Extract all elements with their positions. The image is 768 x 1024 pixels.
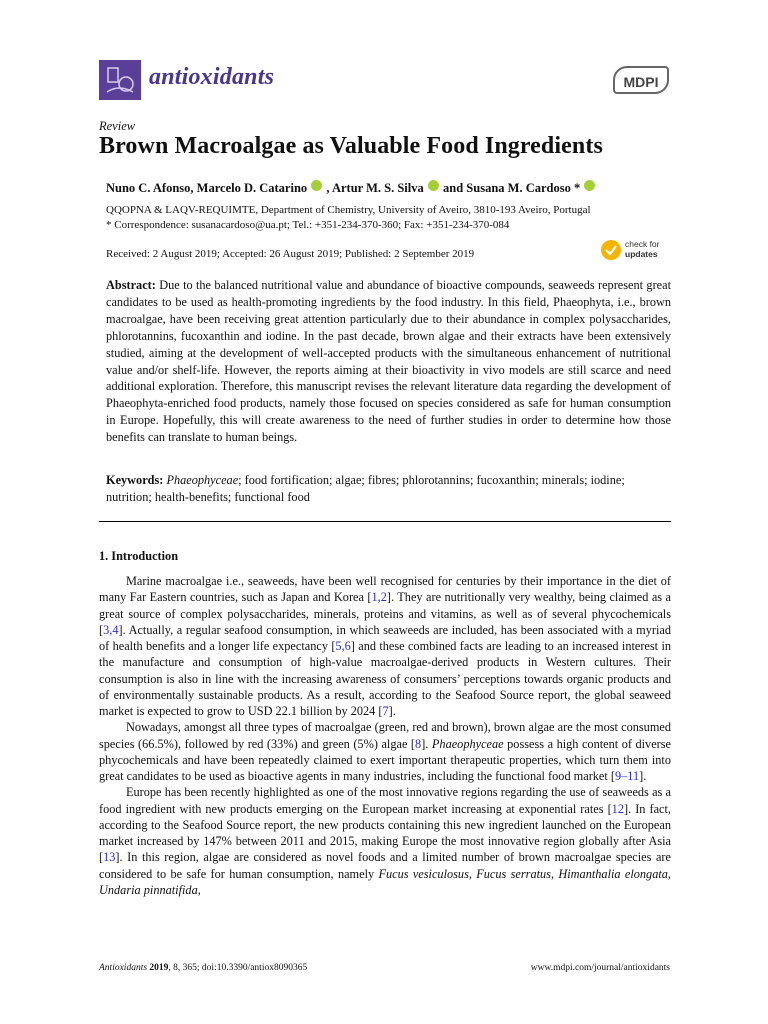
- keywords-rest: ; food fortification; algae; fibres; phlorotannins; fucoxanthin; minerals; iodine; nutrition; health-benefits; functional food: [106, 473, 625, 504]
- paragraph: [99, 573, 671, 719]
- journal-name: antioxidants: [149, 64, 275, 90]
- footer-journal: Antioxidants: [99, 963, 148, 973]
- correspondence: * Correspondence: susanacardoso@ua.pt; Tel.: +351-234-370-360; Fax: +351-234-370-084: [106, 219, 510, 231]
- check-updates-icon: [601, 240, 621, 260]
- text-run: Nowadays, amongst all three types of macroalgae (green, red and brown), brown algae are the most consumed species (66.5%), followed by red (33%) and green (5%) algae [: [99, 720, 671, 751]
- keywords-label: Keywords:: [106, 473, 164, 487]
- text-run: ] and these combined facts are leading to an increased interest in the manufacture and consumption of high-value macroalgae-derived products in Western cultures. Their consumption is also in line with the increasing awareness of consumers’ perceptions towards organic products and of environmentally sustainable products. As a result, according to the Seafood Source report, the global seaweed market is expected to grow to USD 22.1 billion by 2024 [: [99, 639, 672, 718]
- authors-part-2: , Artur M. S. Silva: [326, 181, 424, 195]
- text-run: ]. They are nutritionally very wealthy, being claimed as a great source of complex polysaccharides, minerals, proteins and vitamins, as well as of several phycochemicals [: [99, 590, 671, 637]
- affiliation-block: [106, 203, 591, 233]
- text-run: ]. In this region, algae are considered as novel foods and a limited number of brown macroalgae species are considered to be safe for human consumption, namely: [99, 850, 671, 881]
- italic-term: Fucus serratus: [476, 866, 551, 881]
- italic-term: Phaeophyceae: [431, 736, 504, 751]
- orcid-icon[interactable]: [584, 180, 595, 191]
- text-run: ,: [468, 866, 477, 881]
- section-divider: [99, 521, 671, 522]
- footer-citation: [99, 963, 307, 973]
- check-updates-label: [625, 239, 660, 259]
- author-list: [106, 180, 596, 196]
- paragraph: [99, 719, 671, 784]
- article-type: Review: [99, 119, 136, 133]
- text-run: ]. Actually, a regular seafood consumption, in which seaweeds are included, has been associated with a myriad of health benefits and a longer life expectancy [: [99, 622, 671, 653]
- italic-term: Undaria pinnatifida: [99, 882, 198, 897]
- citation-link[interactable]: 7: [382, 704, 389, 718]
- citation-link[interactable]: 3,4: [103, 622, 119, 637]
- section-heading: 1. Introduction: [99, 549, 179, 563]
- paragraph: [99, 784, 671, 898]
- italic-term: Fucus vesiculosus: [378, 866, 469, 881]
- abstract: [106, 277, 671, 446]
- section-body: [99, 573, 671, 898]
- text-run: ,: [667, 866, 671, 881]
- citation-link[interactable]: 9–11: [614, 769, 640, 783]
- check-updates-line1: check for: [625, 239, 660, 249]
- text-run: ].: [388, 704, 396, 718]
- text-run: Marine macroalgae i.e., seaweeds, have been well recognised for centuries by their importance in the diet of many Far Eastern countries, such as Japan and Korea [: [99, 574, 671, 605]
- abstract-label: Abstract:: [106, 278, 156, 292]
- affiliation: QQOPNA & LAQV-REQUIMTE, Department of Chemistry, University of Aveiro, 3810-193 Aveiro, Portugal: [106, 204, 591, 216]
- citation-link[interactable]: 5,6: [335, 639, 351, 653]
- check-updates-line2: updates: [625, 249, 658, 259]
- authors-part-1: Nuno C. Afonso, Marcelo D. Catarino: [106, 181, 308, 195]
- publisher-logo: MDPI: [613, 66, 669, 94]
- text-run: ,: [197, 882, 201, 897]
- authors-part-3: and Susana M. Cardoso *: [443, 181, 581, 195]
- text-run: ]. In fact, according to the Seafood Source report, the new products containing this new ingredient launched on the European market increased by 147% between 2011 and 2015, making Europe the most innovative region globally after Asia [: [99, 801, 671, 865]
- citation-link[interactable]: 8: [415, 736, 422, 751]
- citation-link[interactable]: 12: [611, 801, 624, 816]
- text-run: ,: [550, 866, 559, 881]
- check-for-updates-badge[interactable]: [601, 237, 671, 265]
- keyword-first: Phaeophyceae: [166, 473, 239, 487]
- text-run: possess a high content of diverse phycochemicals and have been repeatedly claimed to exert important therapeutic properties, which turn them into great candidates to be used as bioactive agents in many industries, including the functional food market [: [99, 736, 671, 783]
- orcid-icon[interactable]: [428, 180, 439, 191]
- publication-dates: Received: 2 August 2019; Accepted: 26 August 2019; Published: 2 September 2019: [106, 248, 475, 260]
- abstract-text: Due to the balanced nutritional value and abundance of bioactive compounds, seaweeds represent great candidates to be used as health-promoting ingredients by the food industry. In this field, Phaeophyta, i.e., brown macroalgae, have been receiving great attention particularly due to their abundance in complex polysaccharides, phlorotannins, fucoxanthin and iodine. In the past decade, brown algae and their extracts have been extensively studied, aiming at the development of well-accepted products with the simultaneous enhancement of nutritional value and/or shelf-life. However, the reports aiming at their bioactivity in vivo models are still scarce and need additional exploration. Therefore, this manuscript revises the relevant literature data regarding the development of Phaeophyta-enriched food products, namely those focused on species considered as safe for human consumption in Europe. Hopefully, this will create awareness to the need of further studies in order to determine how those benefits can translate to human beings.: [106, 278, 671, 445]
- orcid-icon[interactable]: [311, 180, 322, 191]
- keywords: [106, 472, 671, 506]
- article-title: Brown Macroalgae as Valuable Food Ingredients: [99, 133, 603, 159]
- text-run: ].: [639, 769, 647, 783]
- text-run: ].: [421, 736, 432, 751]
- footer-url[interactable]: www.mdpi.com/journal/antioxidants: [530, 963, 670, 973]
- text-run: Europe has been recently highlighted as one of the most innovative regions regarding the use of seaweeds as a food ingredient with new products emerging on the European market increasing at exponential rates [: [99, 785, 671, 816]
- italic-term: Himanthalia elongata: [558, 866, 668, 881]
- citation-link[interactable]: 1,2: [371, 590, 387, 605]
- footer-year: 2019: [147, 963, 169, 973]
- citation-link[interactable]: 13: [103, 850, 116, 865]
- footer-doi: , 8, 365; doi:10.3390/antiox8090365: [168, 963, 308, 973]
- journal-logo-icon: [99, 60, 141, 100]
